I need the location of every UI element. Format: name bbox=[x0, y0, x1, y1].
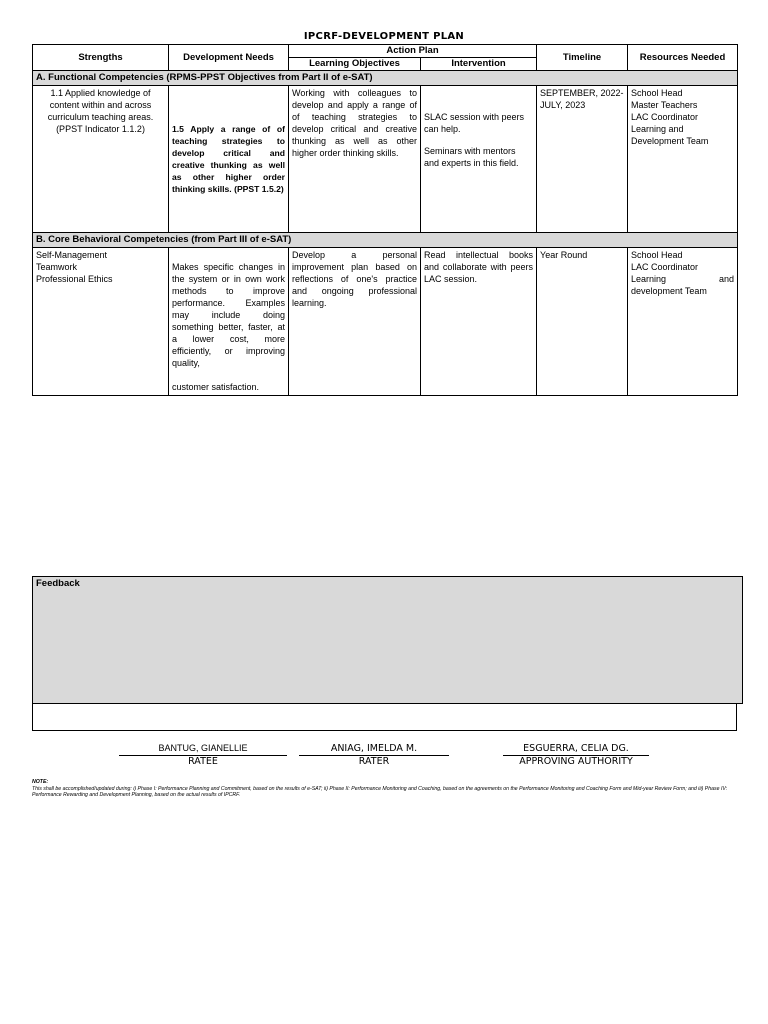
section-b-intervention: Read intellectual books and collaborate with peers LAC session. bbox=[421, 248, 537, 396]
document-title: IPCRF-DEVELOPMENT PLAN bbox=[303, 31, 465, 42]
resource-item: LAC Coordinator bbox=[631, 262, 699, 272]
header-action-plan: Action Plan bbox=[289, 45, 537, 58]
rater-role: RATER bbox=[358, 756, 390, 767]
header-strengths: Strengths bbox=[33, 45, 169, 71]
strength-item: Professional Ethics bbox=[36, 274, 113, 284]
header-development-needs: Development Needs bbox=[169, 45, 289, 71]
section-b-development-needs bbox=[169, 248, 289, 396]
footnote bbox=[32, 779, 737, 799]
strength-item: Self-Management bbox=[36, 250, 108, 260]
header-resources-needed: Resources Needed bbox=[628, 45, 738, 71]
resource-item: School Head bbox=[631, 250, 683, 260]
intervention-slac: SLAC session with peers can help. bbox=[424, 112, 525, 134]
section-b-title: B. Core Behavioral Competencies (from Part III of e-SAT) bbox=[33, 233, 738, 248]
header-timeline: Timeline bbox=[537, 45, 628, 71]
signature-rater bbox=[299, 742, 449, 768]
section-b-resources bbox=[628, 248, 738, 396]
rater-name: ANIAG, IMELDA M. bbox=[330, 743, 418, 754]
section-a-strengths: 1.1 Applied knowledge of content within and across curriculum teaching areas. (PPST Indicator 1.1.2) bbox=[33, 86, 169, 233]
section-a-intervention bbox=[421, 86, 537, 233]
section-a-resources bbox=[628, 86, 738, 233]
ratee-name: BANTUG, GIANELLIE bbox=[158, 743, 248, 753]
header-learning-objectives: Learning Objectives bbox=[289, 58, 421, 71]
section-a-learning-objectives: Working with colleagues to develop and apply a range of of teaching strategies to develop critical and creative thunking as well as other higher order thinking skills. bbox=[289, 86, 421, 233]
approving-authority-name: ESGUERRA, CELIA DG. bbox=[523, 743, 629, 754]
intervention-seminars: Seminars with mentors and experts in this field. bbox=[424, 146, 519, 168]
section-a-timeline: SEPTEMBER, 2022- JULY, 2023 bbox=[537, 86, 628, 233]
development-need-text: Makes specific changes in the system or in own work methods to improve performance. Examples may include doing something better, faster, at a lower cost, more efficiently, or improving quality, bbox=[172, 262, 285, 368]
note-label: NOTE: bbox=[32, 779, 49, 785]
resource-item: LAC Coordinator bbox=[631, 112, 699, 122]
feedback-label: Feedback bbox=[36, 578, 80, 589]
signature-approving-authority bbox=[503, 742, 649, 768]
resource-item: School Head bbox=[631, 88, 683, 98]
section-b-timeline: Year Round bbox=[537, 248, 628, 396]
section-b-strengths bbox=[33, 248, 169, 396]
section-a-title: A. Functional Competencies (RPMS-PPST Objectives from Part II of e-SAT) bbox=[33, 71, 738, 86]
ratee-role: RATEE bbox=[188, 756, 218, 767]
section-b-learning-objectives: Develop a personal improvement plan based on reflections of one's practice and ongoing professional learning. bbox=[289, 248, 421, 396]
signature-ratee bbox=[119, 742, 287, 768]
resource-item: Master Teachers bbox=[631, 100, 698, 110]
strength-item: Teamwork bbox=[36, 262, 78, 272]
note-text: This shall be accomplished/updated during: i) Phase I: Performance Planning and Commitment, based on the results of e-SAT; ii) Phase II: Performance Monitoring and Coaching, based on the agreements on the Performance Monitoring and Coaching Form and Mid-year Review Form; and iii) Phase IV: Performance Rewarding and Development Planning, based on the actual results of IPCRF. bbox=[32, 785, 728, 798]
resource-item: Learning and development Team bbox=[631, 274, 735, 296]
feedback-box[interactable] bbox=[32, 576, 743, 704]
approving-authority-role: APPROVING AUTHORITY bbox=[519, 756, 633, 767]
feedback-entry-box[interactable] bbox=[32, 703, 737, 731]
header-intervention: Intervention bbox=[421, 58, 537, 71]
section-a-development-needs: 1.5 Apply a range of of teaching strategies to develop critical and creative thunking as well as other higher order thinking skills. (PPST 1.5.2) bbox=[169, 86, 289, 233]
resource-item: Learning and Development Team bbox=[631, 124, 709, 146]
development-need-continuation: customer satisfaction. bbox=[172, 382, 260, 392]
development-plan-table bbox=[32, 44, 738, 396]
